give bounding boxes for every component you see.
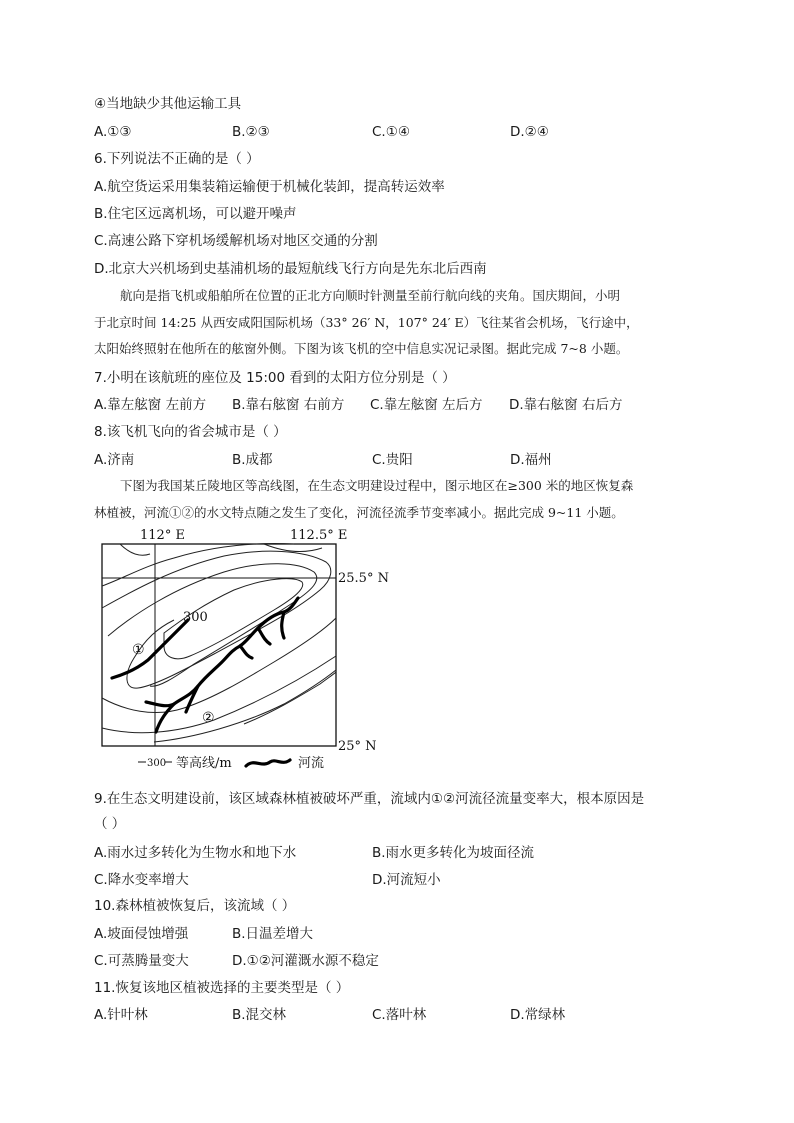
- q9-options-row1: [94, 843, 714, 863]
- passage-contour-line2: 林植被，河流①②的水文特点随之发生了变化，河流径流季节变率减小。据此完成 9~11 小题。: [94, 504, 624, 520]
- passage-flight-line1: 航向是指飞机或船舶所在位置的正北方向顺时针测量至前行航向线的夹角。国庆期间，小明: [120, 288, 621, 303]
- q5-options: [94, 122, 714, 142]
- q11-stem: 11.恢复该地区植被选择的主要类型是（ ）: [94, 980, 350, 996]
- q8-options: [94, 450, 714, 470]
- q11-option-c: C.落叶林: [372, 1007, 427, 1023]
- q7-option-b: B.靠右舷窗 右前方: [232, 397, 345, 413]
- label-river-2: ②: [202, 710, 215, 726]
- q8-option-b: B.成都: [232, 452, 273, 468]
- label-river-1: ①: [132, 642, 145, 658]
- q11-option-d: D.常绿林: [510, 1007, 566, 1023]
- q9-option-c: C.降水变率增大: [94, 872, 189, 888]
- label-lon-left: 112° E: [140, 528, 185, 543]
- q9-option-b: B.雨水更多转化为坡面径流: [372, 845, 535, 861]
- passage-flight-line3: 太阳始终照射在他所在的舷窗外侧。下图为该飞机的空中信息实况记录图。据此完成 7~8 小题。: [94, 341, 629, 356]
- label-lon-right: 112.5° E: [290, 528, 348, 543]
- label-contour-300: 300: [183, 610, 208, 625]
- q5-option-b: B.②③: [232, 124, 270, 140]
- river-2-path: [146, 598, 298, 706]
- q9-option-d: D.河流短小: [372, 872, 441, 888]
- q10-option-b: B.日温差增大: [232, 926, 314, 942]
- q7-option-c: C.靠左舷窗 左后方: [370, 397, 483, 413]
- q9-stem-cont: （ ）: [94, 816, 126, 832]
- q7-options: [94, 395, 714, 415]
- q11-option-a: A.针叶林: [94, 1007, 148, 1023]
- q11-options: [94, 1005, 714, 1025]
- q6-option-d: D.北京大兴机场到史基浦机场的最短航线飞行方向是先东北后西南: [94, 261, 487, 277]
- q7-option-d: D.靠右舷窗 右后方: [509, 397, 623, 413]
- label-lat-bottom: 25° N: [338, 739, 377, 754]
- q8-option-d: D.福州: [510, 452, 552, 468]
- q10-option-a: A.坡面侵蚀增强: [94, 926, 189, 942]
- q9-option-a: A.雨水过多转化为生物水和地下水: [94, 845, 297, 861]
- river-1-path: [112, 620, 188, 678]
- q6-stem: 6.下列说法不正确的是（ ）: [94, 151, 260, 167]
- passage-flight-line2: 于北京时间 14:25 从西安咸阳国际机场（33° 26′ N，107° 24′ E）飞往某省会机场，飞行途中，: [94, 314, 639, 330]
- q7-option-a: A.靠左舷窗 左前方: [94, 397, 207, 413]
- q8-stem: 8.该飞机飞向的省会城市是（ ）: [94, 424, 287, 440]
- q10-option-c: C.可蒸腾量变大: [94, 953, 189, 969]
- q5-option-c: C.①④: [372, 124, 410, 140]
- q5-option-a: A.①③: [94, 124, 132, 140]
- legend-river-label: 河流: [298, 756, 325, 771]
- q6-option-c: C.高速公路下穿机场缓解机场对地区交通的分割: [94, 233, 378, 249]
- legend-contour-sample: 300: [147, 758, 167, 769]
- legend-river-symbol: [246, 760, 290, 766]
- label-lat-top: 25.5° N: [338, 571, 389, 586]
- map-legend: [138, 755, 324, 771]
- q10-options-row1: [94, 924, 714, 944]
- q6-option-b: B.住宅区远离机场，可以避开噪声: [94, 206, 297, 222]
- q8-option-c: C.贵阳: [372, 452, 413, 468]
- q10-options-row2: [94, 951, 714, 971]
- q11-option-b: B.混交林: [232, 1007, 287, 1023]
- q8-option-a: A.济南: [94, 452, 135, 468]
- legend-contour-label: 等高线/m: [176, 756, 232, 771]
- passage-contour: [94, 473, 694, 526]
- q9-options-row2: [94, 870, 714, 890]
- q10-option-d: D.①②河灌溉水源不稳定: [232, 953, 379, 969]
- passage-flight: [94, 283, 694, 363]
- q10-stem: 10.森林植被恢复后，该流域（ ）: [94, 898, 296, 914]
- contour-map: [94, 528, 394, 778]
- q6-option-a: A.航空货运采用集装箱运输便于机械化装卸，提高转运效率: [94, 179, 445, 195]
- q7-stem: 7.小明在该航班的座位及 15:00 看到的太阳方位分别是（ ）: [94, 370, 456, 386]
- q9-stem: 9.在生态文明建设前，该区域森林植被破坏严重，流域内①②河流径流量变率大，根本原因是: [94, 791, 645, 807]
- q5-option-d: D.②④: [510, 124, 549, 140]
- passage-contour-line1: 下图为我国某丘陵地区等高线图，在生态文明建设过程中，图示地区在≥300 米的地区恢复森: [120, 478, 634, 493]
- q5-item4: ④当地缺少其他运输工具: [94, 96, 242, 112]
